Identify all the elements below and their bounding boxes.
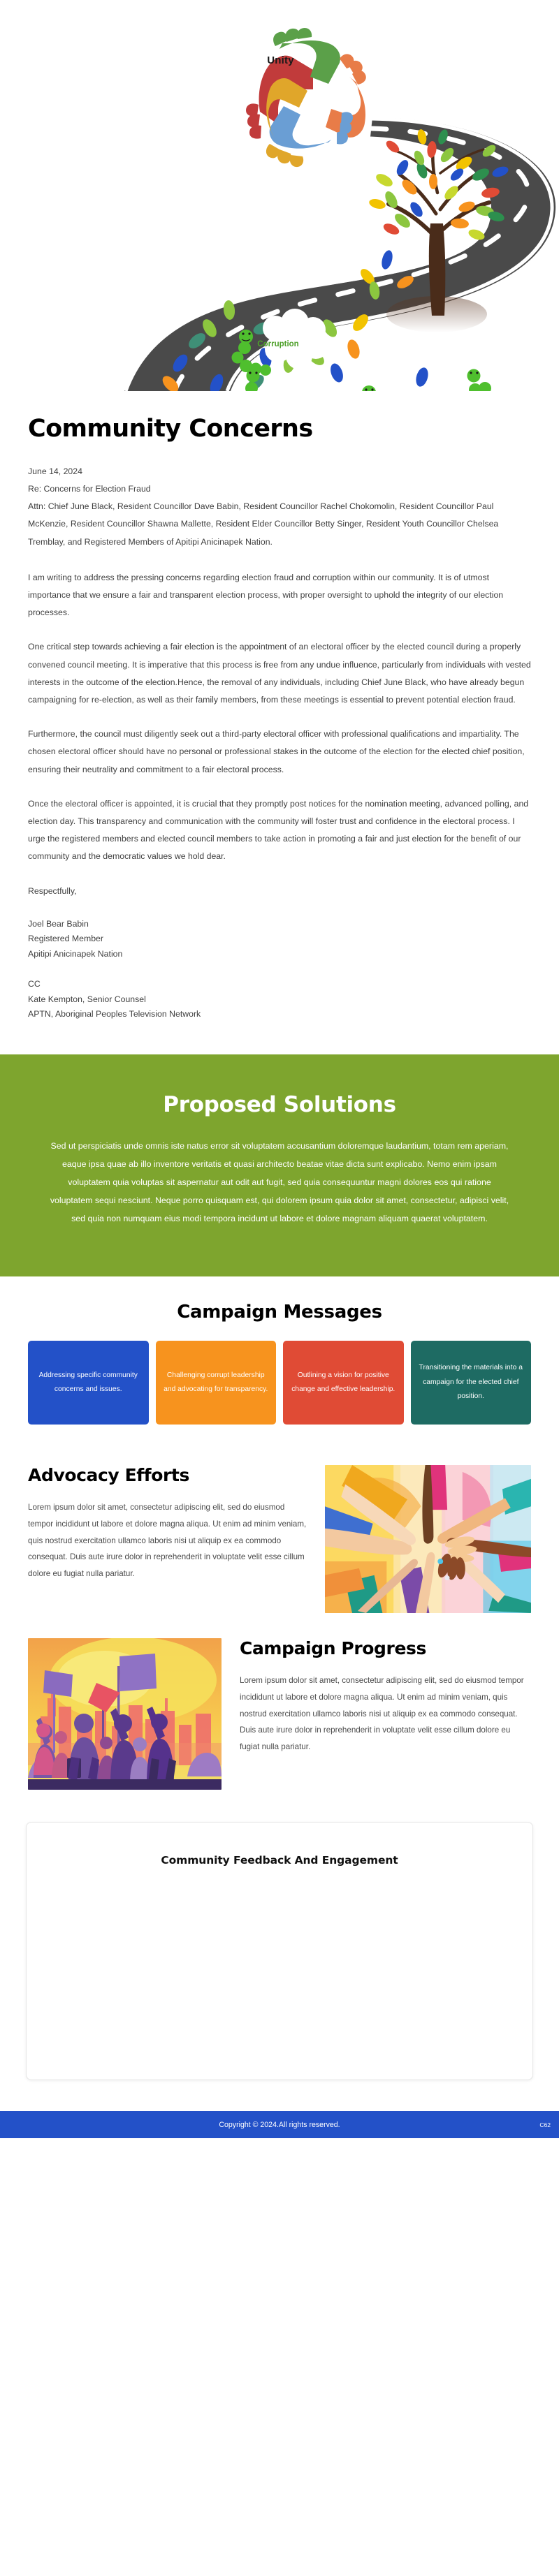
cc-recipient-1: Kate Kempton, Senior Counsel: [28, 994, 146, 1004]
signature-role: Registered Member: [28, 934, 103, 944]
cc-label: CC: [28, 979, 41, 989]
campaign-messages-heading: Campaign Messages: [177, 1302, 382, 1323]
campaign-message-text: Outlining a vision for positive change and effective leadership.: [291, 1371, 395, 1394]
campaign-message-card[interactable]: [156, 1341, 277, 1425]
page-title: Community Concerns: [28, 415, 313, 443]
proposed-solutions-heading: Proposed Solutions: [163, 1091, 396, 1117]
campaign-message-text: Transitioning the materials into a campaign for the elected chief position.: [419, 1364, 523, 1401]
letter-cc-block: [28, 977, 531, 1022]
advocacy-text-column: [28, 1465, 307, 1582]
campaign-message-text: Challenging corrupt leadership and advocating for transparency.: [164, 1371, 268, 1394]
signature-name: Joel Bear Babin: [28, 918, 89, 929]
letter-section: [0, 391, 559, 1054]
letter-date: June 14, 2024: [28, 466, 82, 476]
campaign-progress-body: Lorem ipsum dolor sit amet, consectetur adipiscing elit, sed do eiusmod tempor incididunt ut labore et dolore magna aliqua. Ut enim ad minim veniam, quis nostrud exercitation ullamco laboris nisi ut aliquip ex ea commodo consequat. Duis aute irure dolor in reprehenderit in voluptate velit esse cillum dolore eu fugiat nulla pariatur.: [240, 1676, 524, 1752]
letter-paragraph-4: Once the electoral officer is appointed, it is crucial that they promptly post notices for the nomination meeting, advanced polling, and election day. This transparency and communication with the community will foster trust and confidence in the electoral process. I urge the registered members and elected council members to take action in promoting a fair and just election for the benefit of our community and the democratic values we hold dear.: [28, 798, 529, 862]
unity-logo-label: Unity: [267, 54, 294, 66]
campaign-messages-section: [0, 1276, 559, 1448]
cc-recipient-2: APTN, Aboriginal Peoples Television Network: [28, 1009, 201, 1020]
letter-subject: Re: Concerns for Election Fraud: [28, 483, 151, 494]
letter-attention: Attn: Chief June Black, Resident Councillor Dave Babin, Resident Councillor Rachel Chokomolin, Resident Councillor Paul McKenzie, Resident Councillor Shawna Mallette, Resident Elder Councillor Betty Singer, Resident Youth Councillor Chelsea Tremblay, and Registered Members of Apitipi Anicinapek Nation.: [28, 501, 499, 547]
campaign-messages-card-row: [28, 1341, 531, 1425]
advocacy-efforts-section: [0, 1448, 559, 1626]
advocacy-hands-image: [325, 1465, 531, 1613]
hero-banner: [0, 0, 559, 391]
campaign-message-card[interactable]: [283, 1341, 404, 1425]
campaign-message-card[interactable]: [28, 1341, 149, 1425]
letter-closing: Respectfully,: [28, 885, 77, 896]
campaign-message-card[interactable]: [411, 1341, 532, 1425]
advocacy-efforts-body: Lorem ipsum dolor sit amet, consectetur adipiscing elit, sed do eiusmod tempor incididunt ut labore et dolore magna aliqua. Ut enim ad minim veniam, quis nostrud exercitation ullamco laboris nisi ut aliquip ex ea commodo consequat. Duis aute irure dolor in reprehenderit in voluptate velit esse cillum dolore eu fugiat nulla pariatur.: [28, 1503, 307, 1579]
letter-paragraph-1: I am writing to address the pressing concerns regarding election fraud and corruption within our community. It is of utmost importance that we ensure a fair and transparent election process, with proper oversight to uphold the integrity of our election processes.: [28, 572, 504, 618]
letter-paragraph-2: One critical step towards achieving a fair election is the appointment of an electoral officer by the elected council during a properly convened council meeting. It is imperative that this process is free from any undue influence, particularly from individuals with vested interests in the outcome of the election.Hence, the removal of any individuals, including Chief June Black, who have already begun campaigning for re-election, as well as their family members, from these meetings is essential to prevent potential election fraud.: [28, 642, 531, 705]
hands-joined-icon: [325, 1465, 531, 1613]
campaign-progress-heading: Campaign Progress: [240, 1638, 426, 1659]
footer-page-code: C62: [539, 2121, 551, 2128]
letter-paragraph-3: Furthermore, the council must diligently seek out a third-party electoral officer with professional qualifications and impartiality. The chosen electoral officer should have no personal or professional stakes in the outcome of the election for the elected chief position, ensuring their neutrality and commitment to a fair electoral process.: [28, 729, 525, 774]
footer-copyright: Copyright © 2024.All rights reserved.: [219, 2120, 340, 2129]
campaign-progress-section: [0, 1626, 559, 1802]
campaign-progress-text-column: [240, 1638, 531, 1756]
campaign-progress-image: [28, 1638, 222, 1790]
corruption-bubble-label: Corruption: [257, 340, 299, 348]
crowd-flags-icon: [28, 1638, 222, 1790]
letter-signature: [28, 917, 531, 962]
community-feedback-heading: Community Feedback And Engagement: [161, 1854, 398, 1867]
page-footer: [0, 2111, 559, 2138]
campaign-message-text: Addressing specific community concerns and issues.: [38, 1371, 138, 1394]
advocacy-efforts-heading: Advocacy Efforts: [28, 1465, 189, 1486]
community-feedback-wrapper: [0, 1802, 559, 2111]
letter-meta: [28, 463, 531, 551]
proposed-solutions-section: [0, 1054, 559, 1276]
community-feedback-card: [26, 1822, 533, 2080]
proposed-solutions-body: Sed ut perspiciatis unde omnis iste natus error sit voluptatem accusantium doloremque laudantium, totam rem aperiam, eaque ipsa quae ab illo inventore veritatis et quasi architecto beatae vitae dicta sunt explicabo. Nemo enim ipsam voluptatem quia voluptas sit aspernatur aut odit aut fugit, sed quia consequuntur magni dolores eos qui ratione voluptatem sequi nesciunt. Neque porro quisquam est, qui dolorem ipsum quia dolor sit amet, consectetur, adipisci velit, sed quia non numquam eius modi tempora incidunt ut labore et dolore magnam aliquam quaerat voluptatem.: [50, 1140, 509, 1224]
signature-org: Apitipi Anicinapek Nation: [28, 948, 123, 959]
